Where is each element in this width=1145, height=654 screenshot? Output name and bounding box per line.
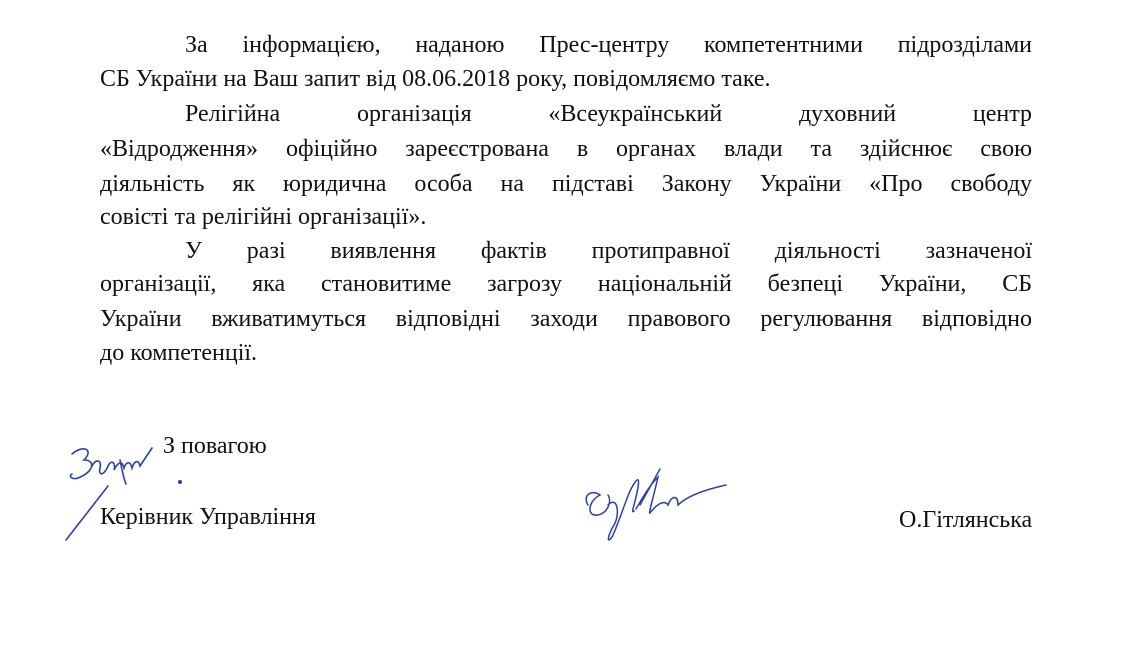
body-line: організації, яка становитиме загрозу національній безпеці України, СБ bbox=[100, 271, 1032, 297]
body-line: діяльність як юридична особа на підставі Закону України «Про свободу bbox=[100, 171, 1032, 197]
body-line: У разі виявлення фактів протиправної діяльності зазначеної bbox=[185, 238, 1032, 264]
signature-scribble bbox=[578, 465, 728, 555]
body-line: Релігійна організація «Всеукраїнський духовний центр bbox=[185, 101, 1032, 127]
body-line: України вживатимуться відповідні заходи правового регулювання відповідно bbox=[100, 306, 1032, 332]
body-line: до компетенції. bbox=[100, 340, 258, 366]
body-line: За інформацією, наданою Прес-центру компетентними підрозділами bbox=[185, 32, 1032, 58]
body-line: совісті та релігійні організації». bbox=[100, 204, 427, 230]
signatory-name: О.Гітлянська bbox=[899, 507, 1033, 533]
handwritten-note-scribble bbox=[60, 440, 220, 550]
closing-text: З повагою bbox=[163, 433, 267, 459]
body-line: «Відродження» офіційно зареєстрована в органах влади та здійснює свою bbox=[100, 136, 1032, 162]
position-title: Керівник Управління bbox=[100, 504, 316, 530]
body-line: СБ України на Ваш запит від 08.06.2018 року, повідомляємо таке. bbox=[100, 66, 771, 92]
